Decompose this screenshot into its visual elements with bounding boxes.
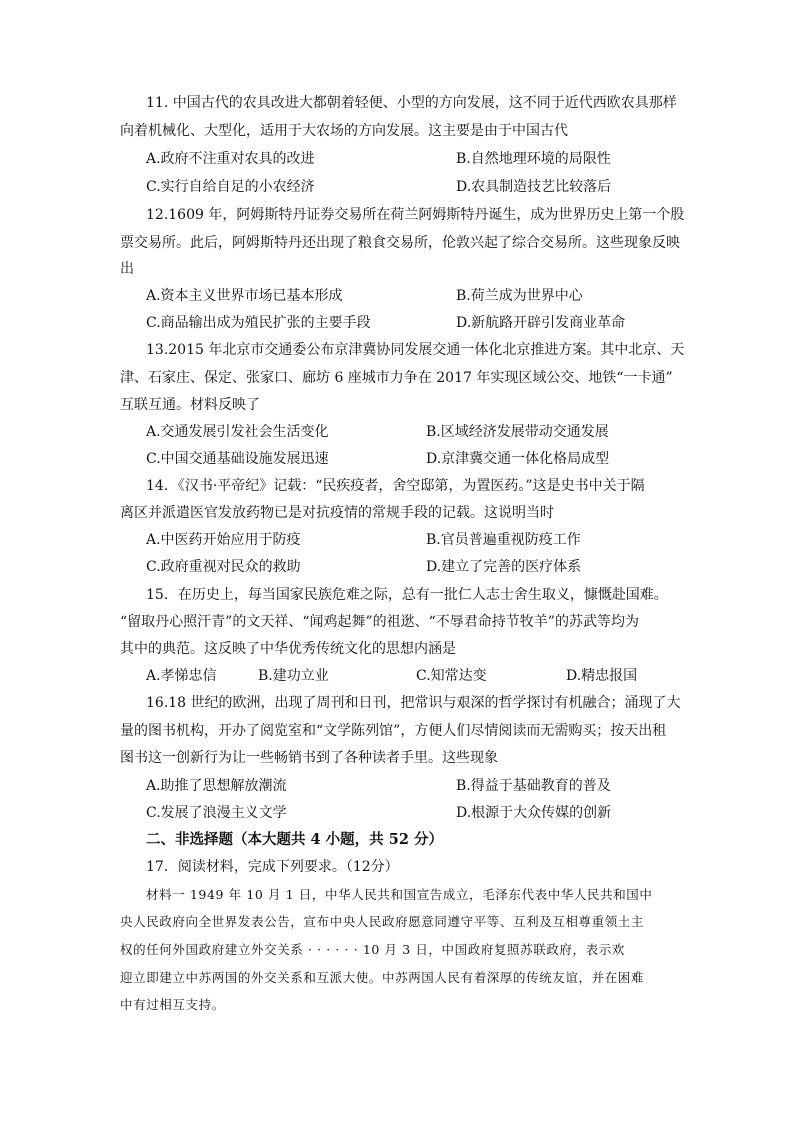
q15-stem-line-3: 其中的典范。这反映了中华优秀传统文化的思想内涵是 <box>120 641 456 657</box>
q14-option-a: A.中医药开始应用于防疫 <box>146 532 301 548</box>
q14-option-c: C.政府重视对民众的救助 <box>146 559 301 575</box>
q16-option-b: B.得益于基础教育的普及 <box>456 778 611 794</box>
q12-option-b: B.荷兰成为世界中心 <box>456 288 583 304</box>
q16-option-d: D.根源于大众传媒的创新 <box>456 805 612 821</box>
q15-option-d: D.精忠报国 <box>566 668 638 684</box>
q12-stem-line-2: 票交易所。此后，阿姆斯特丹还出现了粮食交易所，伦敦兴起了综合交易所。这些现象反映 <box>120 235 680 251</box>
q13-stem-line-3: 互联互通。材料反映了 <box>120 397 260 413</box>
q13-stem-line-2: 津、石家庄、保定、张家口、廊坊 6 座城市力争在 2017 年实现区域公交、地铁“一卡通” <box>120 370 673 386</box>
q13-option-b: B.区域经济发展带动交通发展 <box>426 424 609 440</box>
q12-stem-line-3: 出 <box>120 261 134 277</box>
q17-material-line-3: 权的任何外国政府建立外交关系 · · · · · · 10 月 3 日，中国政府复照苏联政府，表示欢 <box>120 942 625 957</box>
section-2-title: 二、非选择题（本大题共 4 小题，共 52 分） <box>146 831 443 848</box>
q17-material-line-5: 中有过相互支持。 <box>120 997 225 1012</box>
q11-stem-line-2: 向着机械化、大型化，适用于大农场的方向发展。这主要是由于中国古代 <box>120 123 568 139</box>
q17-material-line-1: 材料一 1949 年 10 月 1 日，中华人民共和国宣告成立，毛泽东代表中华人民共和国中 <box>146 887 653 902</box>
q13-option-a: A.交通发展引发社会生活变化 <box>146 424 329 440</box>
q15-option-a: A.孝悌忠信 <box>146 668 217 684</box>
q12-option-d: D.新航路开辟引发商业革命 <box>456 315 626 331</box>
q14-option-b: B.官员普遍重视防疫工作 <box>426 532 581 548</box>
q14-option-d: D.建立了完善的医疗体系 <box>426 559 582 575</box>
q17-material-line-4: 迎立即建立中苏两国的外交关系和互派大使。中苏两国人民有着深厚的传统友谊，并在困难 <box>120 970 645 985</box>
q17-intro: 17．阅读材料，完成下列要求。（12分） <box>146 859 399 875</box>
q13-option-d: D.京津冀交通一体化格局成型 <box>426 451 610 467</box>
q16-stem-line-3: 图书这一创新行为让一些畅销书到了各种读者手里。这些现象 <box>120 750 498 766</box>
q16-stem-line-2: 量的图书机构，开办了阅览室和“文学陈列馆”，方便人们尽情阅读而无需购买；按天出租 <box>120 723 667 739</box>
q16-stem-line-1: 16.18 世纪的欧洲，出现了周刊和日刊，把常识与艰深的哲学探讨有机融合；涌现了大 <box>146 695 681 711</box>
q14-stem-line-2: 离区并派遣医官发放药物已是对抗疫情的常规手段的记载。这说明当时 <box>120 505 554 521</box>
q12-option-c: C.商品输出成为殖民扩张的主要手段 <box>146 315 371 331</box>
q16-option-c: C.发展了浪漫主义文学 <box>146 805 287 821</box>
q12-option-a: A.资本主义世界市场已基本形成 <box>146 288 343 304</box>
q17-material-line-2: 央人民政府向全世界发表公告，宣布中央人民政府愿意同遵守平等、互利及互相尊重领土主 <box>120 914 645 929</box>
q11-option-c: C.实行自给自足的小农经济 <box>146 179 315 195</box>
q11-option-a: A.政府不注重对农具的改进 <box>146 151 315 167</box>
q11-option-b: B.自然地理环境的局限性 <box>456 151 611 167</box>
q15-option-c: C.知常达变 <box>416 668 487 684</box>
q11-option-d: D.农具制造技艺比较落后 <box>456 179 612 195</box>
q15-stem-line-2: “留取丹心照汗青”的文天祥、“闻鸡起舞”的祖逖、“不辱君命持节牧羊”的苏武等均为 <box>120 614 639 630</box>
q14-stem-line-1: 14．《汉书·平帝纪》记载：“民疾疫者，舍空邸第，为置医药。”这是史书中关于隔 <box>146 478 645 494</box>
q15-option-b: B.建功立业 <box>258 668 329 684</box>
q16-option-a: A.助推了思想解放潮流 <box>146 778 287 794</box>
q15-stem-line-1: 15．在历史上，每当国家民族危难之际，总有一批仁人志士舍生取义，慷慨赴国难。 <box>146 587 668 603</box>
q13-stem-line-1: 13.2015 年北京市交通委公布京津冀协同发展交通一体化北京推进方案。其中北京、天 <box>146 342 685 358</box>
q11-stem-line-1: 11. 中国古代的农具改进大都朝着轻便、小型的方向发展，这不同于近代西欧农具那样 <box>146 95 677 111</box>
q13-option-c: C.中国交通基础设施发展迅速 <box>146 451 329 467</box>
q12-stem-line-1: 12.1609 年，阿姆斯特丹证券交易所在荷兰阿姆斯特丹诞生，成为世界历史上第一个股 <box>146 207 685 223</box>
